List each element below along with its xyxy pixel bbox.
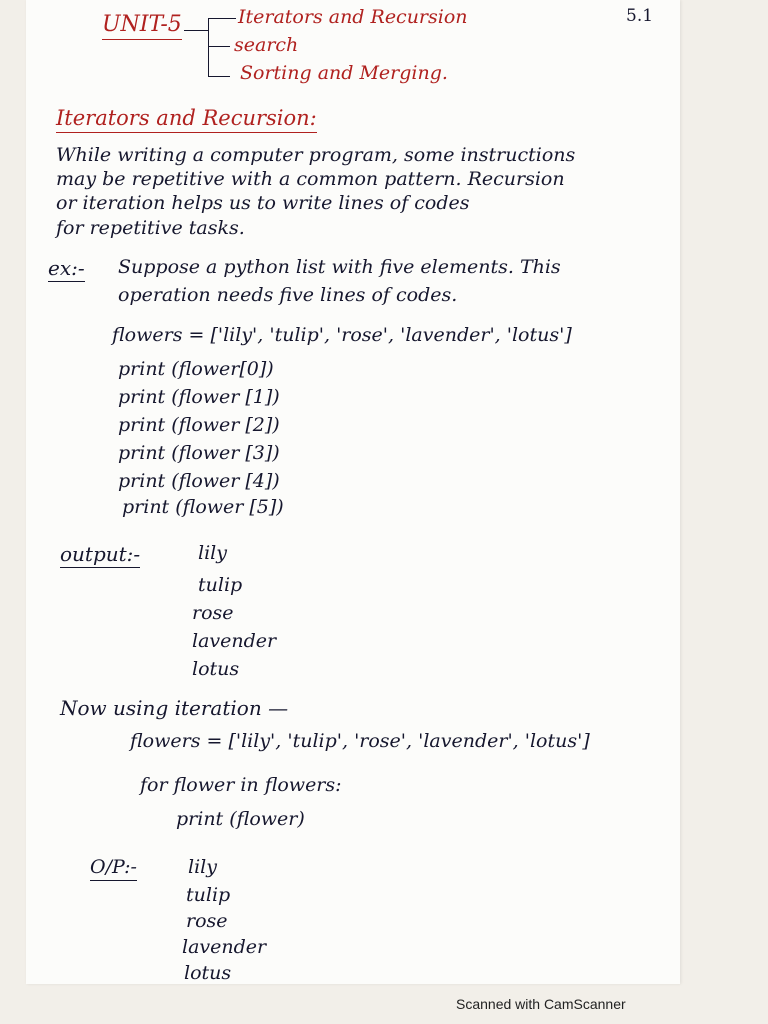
- topic-search: search: [234, 34, 299, 56]
- example-line: Suppose a python list with five elements. This: [118, 256, 561, 278]
- output-label: output:-: [60, 542, 141, 566]
- scanner-watermark: Scanned with CamScanner: [456, 996, 626, 1012]
- op-item: lily: [188, 856, 217, 878]
- intro-line: While writing a computer program, some instructions: [56, 144, 576, 166]
- code-line-print: print (flower [3]): [118, 442, 280, 464]
- op-item: lotus: [184, 962, 232, 984]
- code-line-print: print (flower [1]): [118, 386, 280, 408]
- output-item: lotus: [192, 658, 240, 680]
- op-label: O/P:-: [90, 858, 137, 881]
- iteration-code-print: print (flower): [176, 808, 305, 830]
- example-label: ex:-: [48, 256, 85, 280]
- op-item: rose: [186, 910, 228, 932]
- op-item: tulip: [186, 884, 231, 906]
- notebook-page: [26, 0, 680, 984]
- code-line-print: print (flower [4]): [118, 470, 280, 492]
- code-line-print: print (flower [2]): [118, 414, 280, 436]
- unit-title: UNIT-5: [102, 14, 182, 40]
- code-line-print: print (flower [5]): [122, 496, 284, 518]
- topic-sorting: Sorting and Merging.: [240, 62, 448, 84]
- page-number: 5.1: [626, 6, 654, 26]
- output-item: rose: [192, 602, 234, 624]
- topic-iterators: Iterators and Recursion: [238, 6, 468, 28]
- intro-line: may be repetitive with a common pattern. Recursion: [56, 168, 565, 190]
- iteration-code-list: flowers = ['lily', 'tulip', 'rose', 'lavender', 'lotus']: [130, 730, 590, 752]
- iteration-heading: Now using iteration —: [60, 696, 289, 720]
- section-title: Iterators and Recursion:: [56, 108, 317, 133]
- output-item: lily: [198, 542, 227, 564]
- output-item: tulip: [198, 574, 243, 596]
- intro-line: for repetitive tasks.: [56, 217, 245, 239]
- intro-line: or iteration helps us to write lines of codes: [56, 192, 470, 214]
- iteration-code-for: for flower in flowers:: [140, 774, 342, 796]
- code-line-list: flowers = ['lily', 'tulip', 'rose', 'lavender', 'lotus']: [112, 324, 572, 346]
- output-item: lavender: [192, 630, 277, 652]
- example-line: operation needs five lines of codes.: [118, 284, 458, 306]
- code-line-print: print (flower[0]): [118, 358, 274, 380]
- op-item: lavender: [182, 936, 267, 958]
